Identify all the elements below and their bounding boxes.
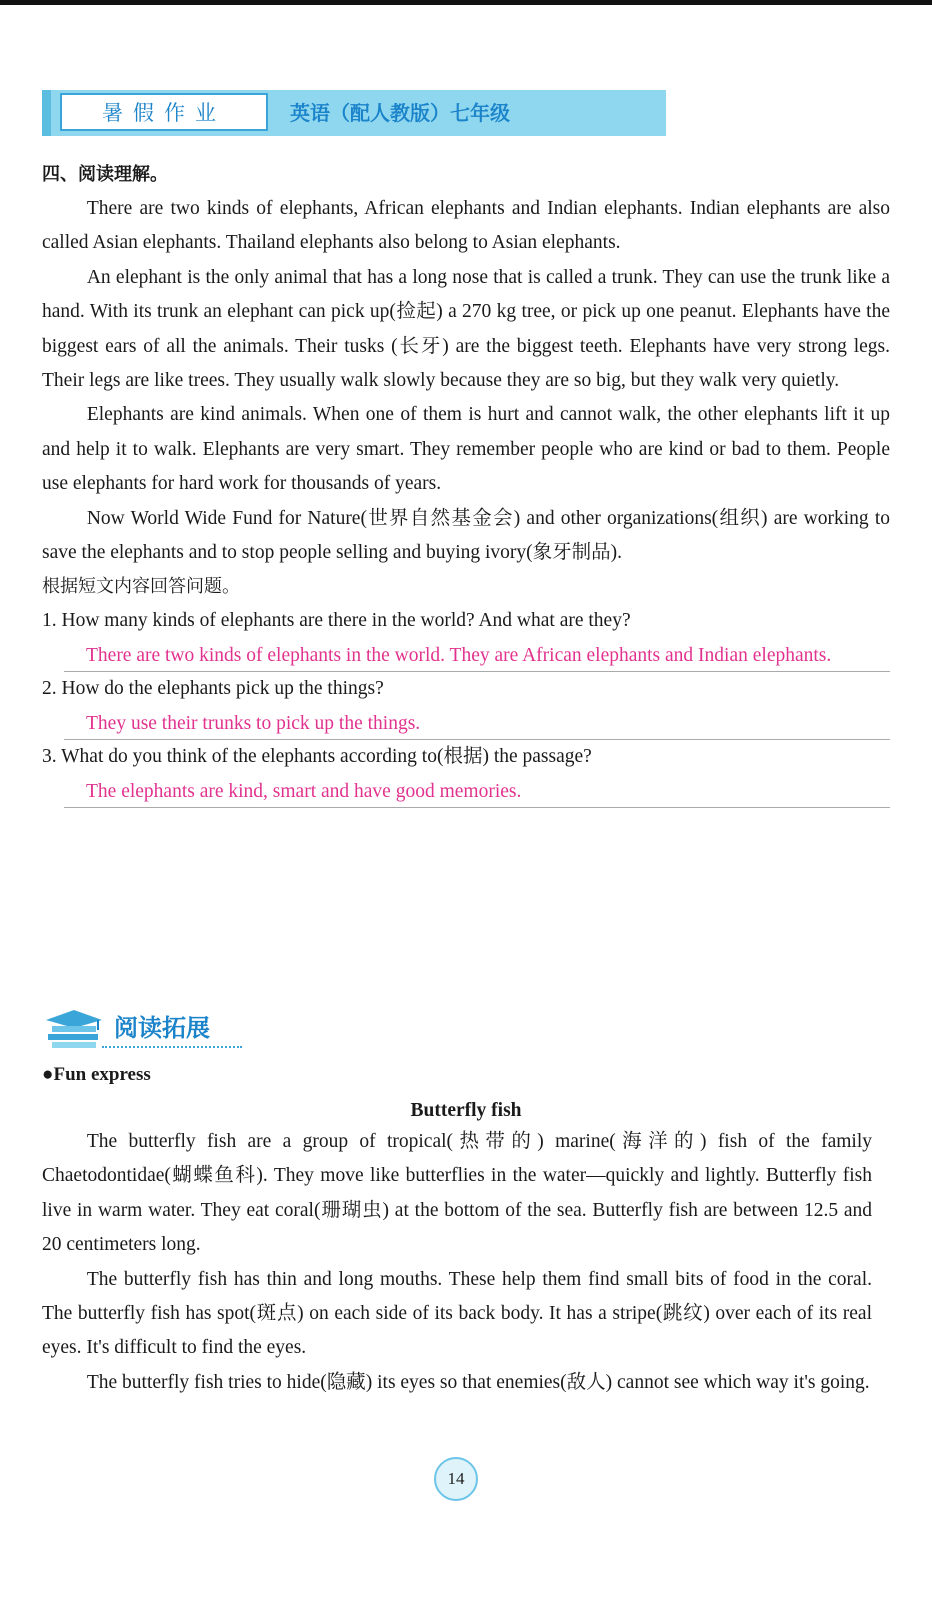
story-title: Butterfly fish (410, 1100, 522, 1121)
answer-2-text: They use their trunks to pick up the things. (86, 712, 421, 734)
passage-paragraph-2: An elephant is the only animal that has a long nose that is called a trunk. They can use the trunk like a hand. With its trunk an elephant can pick up(捡起) a 270 kg tree, or pick up one peanut. Elephants have the biggest ears of all the animals. Their tusks (长牙) are the biggest teeth. Elephants have very strong legs. Their legs are like trees. They usually walk slowly because they are so big, but they walk very quietly. (42, 266, 890, 392)
answer-2 (64, 707, 890, 741)
page-number: 14 (447, 1469, 465, 1488)
story-paragraph-2: The butterfly fish has thin and long mouths. These help them find small bits of food in the coral. The butterfly fish has spot(斑点) on each side of its back body. It has a stripe(跳纹) over each of its real eyes. It's difficult to find the eyes. (42, 1268, 872, 1359)
header-box-label: 暑假作业 (60, 93, 268, 131)
header-accent-bar (42, 90, 51, 136)
answer-3 (64, 775, 890, 809)
answer-1-text: There are two kinds of elephants in the world. They are African elephants and Indian elephants. (86, 644, 832, 666)
passage-paragraph-4: Now World Wide Fund for Nature(世界自然基金会) and other organizations(组织) are working to save the elephants and to stop people selling and buying ivory(象牙制品). (42, 507, 890, 564)
section-title: 四、阅读理解。 (42, 164, 168, 185)
dotted-underline (102, 1046, 242, 1048)
header-subtitle: 英语（配人教版）七年级 (290, 101, 510, 125)
story-paragraph-1: The butterfly fish are a group of tropical(热带的) marine(海洋的) fish of the family Chaetodontidae(蝴蝶鱼科). They move like butterflies in the water—quickly and lightly. Butterfly fish live in warm water. They eat coral(珊瑚虫) at the bottom of the sea. Butterfly fish are between 12.5 and 20 centimeters long. (42, 1131, 872, 1256)
question-3: 3. What do you think of the elephants according to(根据) the passage? (42, 746, 592, 768)
top-border (0, 0, 932, 5)
passage-paragraph-1: There are two kinds of elephants, African elephants and Indian elephants. Indian elephants are also called Asian elephants. Thailand elephants also belong to Asian elephants. (42, 198, 890, 254)
question-2: 2. How do the elephants pick up the things? (42, 678, 384, 700)
answer-3-text: The elephants are kind, smart and have good memories. (86, 780, 522, 802)
answer-1 (64, 639, 890, 673)
page-header (42, 90, 666, 136)
instruction: 根据短文内容回答问题。 (42, 576, 240, 598)
page-number-badge (434, 1457, 478, 1501)
reading-extension-title: 阅读拓展 (114, 1014, 210, 1042)
fun-express-label: ●Fun express (42, 1064, 151, 1085)
reading-extension-banner (42, 1002, 262, 1054)
passage-paragraph-3: Elephants are kind animals. When one of them is hurt and cannot walk, the other elephants lift it up and help it to walk. Elephants are very smart. They remember people who are kind or bad to them. People use elephants for hard work for thousands of years. (42, 404, 890, 495)
question-1: 1. How many kinds of elephants are there in the world? And what are they? (42, 610, 631, 632)
reading-comprehension-section (42, 158, 890, 808)
butterfly-fish-story (42, 1125, 872, 1400)
story-paragraph-3: The butterfly fish tries to hide(隐藏) its eyes so that enemies(敌人) cannot see which way it's going. (86, 1371, 870, 1393)
stacked-books-icon (42, 1004, 106, 1052)
